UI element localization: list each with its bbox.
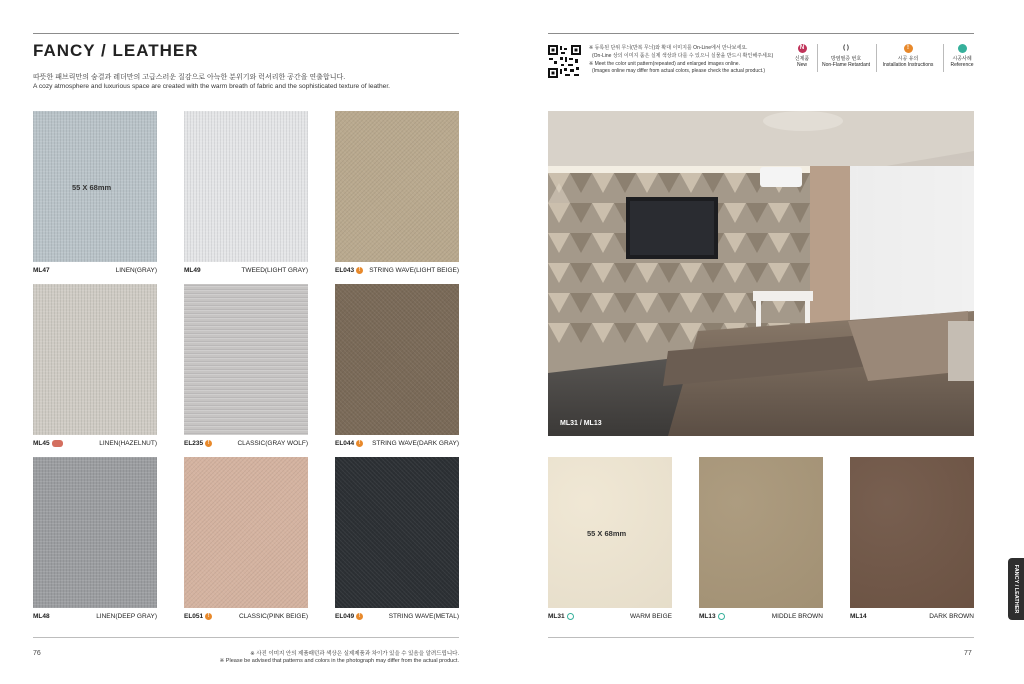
swatch-name: LINEN(HAZELNUT) (99, 440, 157, 447)
caption-ml45 (33, 440, 157, 450)
top-rule-left (33, 33, 459, 34)
swatch-name: CLASSIC(PINK BEIGE) (239, 613, 308, 620)
caption-ml31 (548, 613, 672, 623)
swatch-el235[interactable] (184, 284, 308, 435)
bottom-rule-left (33, 637, 459, 638)
legend-label-ko: 방염필증 번호 (830, 56, 862, 62)
swatch-el044[interactable] (335, 284, 459, 435)
swatch-size-label: 55 X 68mm (587, 529, 627, 538)
swatch-code: EL049 (335, 613, 355, 621)
swatch-ml45[interactable] (33, 284, 157, 435)
swatch-ml13[interactable] (699, 457, 823, 608)
subtitle-korean: 따뜻한 패브릭만의 숨결과 레더만의 고급스러운 질감으로 아늑한 분위기와 럭셔리한 공간을 연출합니다. (33, 74, 346, 81)
legend-label-ko: 시공 유의 (897, 56, 919, 62)
swatch-code: ML13 (699, 613, 716, 621)
swatch-code: ML48 (33, 613, 50, 620)
swatch-code-wrap (335, 440, 363, 447)
qr-note-korean: ※ 등록된 단위 무늬(반복 무늬)와 확대 이미지를 On-Line에서 만나보세요. (589, 45, 748, 51)
caption-ml48 (33, 613, 157, 623)
page-number-left: 76 (33, 650, 41, 657)
legend-label-en: New (796, 62, 807, 68)
legend-label-ko: 신제품 (794, 56, 810, 62)
legend-divider (876, 44, 877, 72)
top-rule-right (548, 33, 974, 34)
swatch-name: STRING WAVE(LIGHT BEIGE) (369, 267, 459, 274)
swatch-name: WARM BEIGE (629, 613, 672, 620)
tag-badge-icon (52, 440, 63, 447)
swatch-code-wrap (184, 440, 212, 447)
swatch-code-wrap (184, 613, 212, 620)
installation-instructions-icon: ! (205, 440, 212, 447)
caption-el044 (335, 440, 459, 450)
caption-el051 (184, 613, 308, 623)
swatch-code: EL043 (335, 267, 355, 275)
swatch-code-wrap (548, 613, 574, 620)
legend-label-ko: 시공사례 (952, 56, 972, 62)
swatch-name: LINEN(GRAY) (115, 267, 157, 274)
legend-label-en: Installation Instructions (882, 62, 934, 68)
swatch-name: MIDDLE BROWN (771, 613, 823, 620)
swatch-code-wrap (699, 613, 725, 620)
bedroom-photo (548, 111, 974, 436)
caption-el235 (184, 440, 308, 450)
reference-icon (567, 613, 574, 620)
legend-label-en: Reference (950, 62, 974, 68)
qr-note-english-2: (Images online may differ from actual colors, please check the actual product.) (592, 68, 766, 74)
swatch-name: CLASSIC(GRAY WOLF) (237, 440, 308, 447)
footer-note-korean: ※ 사진 이미지 안의 제품패턴과 색상은 실제제품과 차이가 있을 수 있음을 알려드립니다. (250, 651, 459, 657)
page-number-right: 77 (964, 650, 972, 657)
swatch-el049[interactable] (335, 457, 459, 608)
swatch-name: STRING WAVE(METAL) (388, 613, 459, 620)
footer-note-english: ※ Please be advised that patterns and colors in the photograph may differ from the actual product. (219, 658, 459, 664)
swatch-code-wrap (33, 440, 63, 447)
swatch-name: TWEED(LIGHT GRAY) (241, 267, 308, 274)
qr-note-english: ※ Meet the color unit pattern(repeated) and enlarged images online. (589, 61, 740, 67)
swatch-code: ML31 (548, 613, 565, 621)
swatch-code: ML45 (33, 440, 50, 448)
caption-ml49 (184, 267, 308, 277)
side-tab-label: FANCY / LEATHER (1013, 564, 1019, 614)
caption-el049 (335, 613, 459, 623)
swatch-ml48[interactable] (33, 457, 157, 608)
installation-instructions-icon: ! (205, 613, 212, 620)
qr-note-korean-2: (On-Line 상의 이미지 품은 실제 색상과 다를 수 있으니 실물을 반드시 확인해주세요) (592, 53, 774, 59)
reference-icon (958, 44, 967, 53)
installation-instructions-icon: ! (904, 44, 913, 53)
swatch-code: ML14 (850, 613, 867, 620)
swatch-ml49[interactable] (184, 111, 308, 262)
qr-code-icon[interactable] (548, 45, 581, 78)
swatch-name: DARK BROWN (929, 613, 974, 620)
new-icon: N (798, 44, 807, 53)
page-title: FANCY / LEATHER (33, 41, 199, 60)
legend-reference (936, 44, 988, 68)
swatch-name: LINEN(DEEP GRAY) (96, 613, 157, 620)
reference-icon (718, 613, 725, 620)
caption-ml47 (33, 267, 157, 277)
subtitle-english: A cozy atmosphere and luxurious space are created with the warm breath of fabric and the sophisticated texture of leather. (33, 83, 390, 90)
swatch-code: EL044 (335, 440, 355, 448)
swatch-name: STRING WAVE(DARK GRAY) (372, 440, 459, 447)
caption-ml14 (850, 613, 974, 623)
legend-divider (817, 44, 818, 72)
section-side-tab[interactable] (1008, 558, 1024, 620)
bottom-rule-right (548, 637, 974, 638)
photo-caption: ML31 / ML13 (560, 420, 602, 427)
legend-non-flame (820, 44, 872, 68)
installation-instructions-icon: ! (356, 267, 363, 274)
caption-ml13 (699, 613, 823, 623)
swatch-code: EL235 (184, 440, 204, 448)
swatch-code: ML49 (184, 267, 201, 274)
swatch-code: ML47 (33, 267, 50, 274)
legend-installation (882, 44, 934, 68)
installation-instructions-icon: ! (356, 613, 363, 620)
caption-el043 (335, 267, 459, 277)
swatch-code-wrap (335, 267, 363, 274)
bracket-icon: ( ) (843, 45, 849, 51)
swatch-el051[interactable] (184, 457, 308, 608)
swatch-size-label: 55 X 68mm (72, 183, 112, 192)
swatch-code-wrap (335, 613, 363, 620)
swatch-code: EL051 (184, 613, 204, 621)
swatch-el043[interactable] (335, 111, 459, 262)
installation-instructions-icon: ! (356, 440, 363, 447)
legend-label-en: Non-Flame Retardant (821, 62, 871, 68)
swatch-ml14[interactable] (850, 457, 974, 608)
